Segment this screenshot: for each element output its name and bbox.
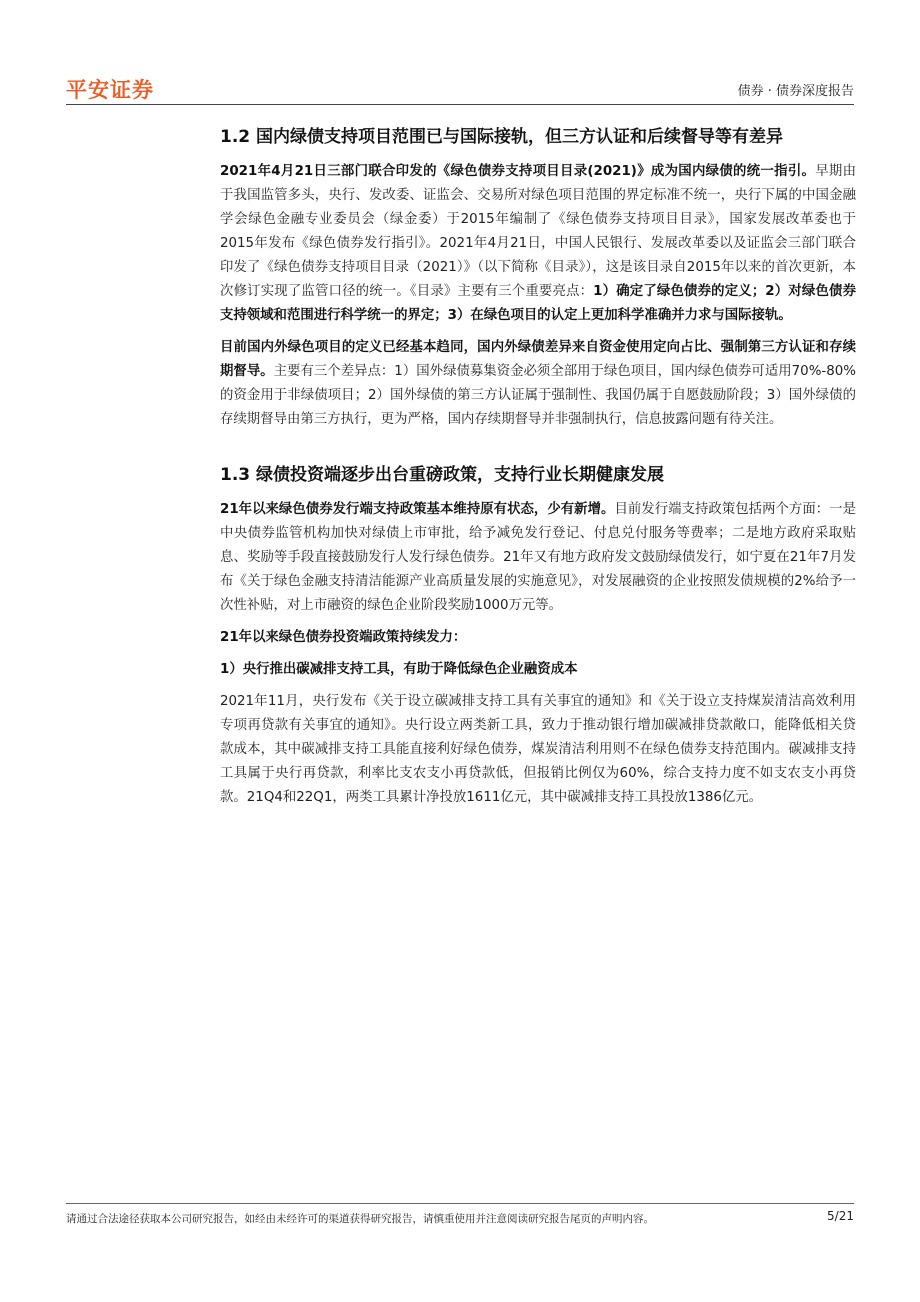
- subheading: 1）央行推出碳减排支持工具，有助于降低绿色企业融资成本: [220, 662, 578, 677]
- main-content: [220, 124, 856, 818]
- section-title-1-2: 1.2 国内绿债支持项目范围已与国际接轨，但三方认证和后续督导等有差异: [220, 127, 784, 147]
- paragraph-body: 2021年11月，央行发布《关于设立碳减排支持工具有关事宜的通知》和《关于设立支持煤炭清洁高效利用专项再贷款有关事宜的通知》。央行设立两类新工具，致力于推动银行增加碳减排贷款敞口，能降低相关贷款成本，其中碳减排支持工具能直接利好绿色债券，煤炭清洁利用则不在绿色债券支持范围内。碳减排支持工具属于央行再贷款，利率比支农支小再贷款低，但报销比例仅为60%，综合支持力度不如支农支小再贷款。21Q4和22Q1，两类工具累计净投放1611亿元，其中碳减排支持工具投放1386亿元。: [220, 694, 856, 805]
- paragraph-lead: 21年以来绿色债券投资端政策持续发力：: [220, 630, 467, 645]
- company-logo: 平安证券: [66, 78, 154, 102]
- paragraph: [220, 658, 856, 682]
- paragraph-lead: 21年以来绿色债券发行端支持政策基本维持原有状态，少有新增。: [220, 502, 615, 517]
- paragraph-body: 目前发行端支持政策包括两个方面：一是中央债券监管机构加快对绿债上市审批，给予减免发行登记、付息兑付服务等费率；二是地方政府采取贴息、奖励等手段直接鼓励发行人发行绿色债券。21年又有地方政府发文鼓励绿债发行，如宁夏在21年7月发布《关于绿色金融支持清洁能源产业高质量发展的实施意见》，对发展融资的企业按照发债规模的2%给予一次性补贴，对上市融资的绿色企业阶段奖励1000万元等。: [220, 502, 856, 613]
- paragraph-highlight: 1）确定了绿色债券的定义；2）对绿色债券支持领域和范围进行科学统一的界定；3）在绿色项目的认定上更加科学准确并力求与国际接轨。: [220, 284, 856, 323]
- page-number: 5/21: [827, 1209, 854, 1223]
- paragraph-body: 早期由于我国监管多头，央行、发改委、证监会、交易所对绿色项目范围的界定标准不统一，央行下属的中国金融学会绿色金融专业委员会（绿金委）于2015年编制了《绿色债券支持项目目录》，国家发展改革委也于2015年发布《绿色债券发行指引》。2021年4月21日，中国人民银行、发展改革委以及证监会三部门联合印发了《绿色债券支持项目目录（2021）》（以下简称《目录》），这是该目录自2015年以来的首次更新，本次修订实现了监管口径的统一。《目录》主要有三个重要亮点：: [220, 164, 856, 299]
- paragraph-body: 主要有三个差异点：1）国外绿债募集资金必须全部用于绿色项目，国内绿色债券可适用70%-80%的资金用于非绿债项目；2）国外绿债的第三方认证属于强制性、我国仍属于自愿鼓励阶段；3）国外绿债的存续期督导由第三方执行，更为严格，国内存续期督导并非强制执行，信息披露问题有待关注。: [220, 364, 857, 427]
- paragraph: [220, 336, 856, 432]
- paragraph: [220, 690, 856, 810]
- paragraph: [220, 626, 856, 650]
- paragraph: [220, 160, 856, 328]
- paragraph: [220, 498, 856, 618]
- report-type: 债券 · 债券深度报告: [737, 84, 854, 99]
- footer-divider: [66, 1203, 854, 1204]
- footer-disclaimer: 请通过合法途径获取本公司研究报告，如经由未经许可的渠道获得研究报告，请慎重使用并注意阅读研究报告尾页的声明内容。: [66, 1213, 654, 1225]
- paragraph-lead: 2021年4月21日三部门联合印发的《绿色债券支持项目目录(2021)》成为国内绿债的统一指引。: [220, 164, 816, 179]
- header-divider: [66, 104, 854, 105]
- paragraph-lead: 目前国内外绿色项目的定义已经基本趋同，国内外绿债差异来自资金使用定向占比、强制第三方认证和存续期督导。: [220, 340, 856, 379]
- section-title-1-3: 1.3 绿债投资端逐步出台重磅政策，支持行业长期健康发展: [220, 465, 665, 485]
